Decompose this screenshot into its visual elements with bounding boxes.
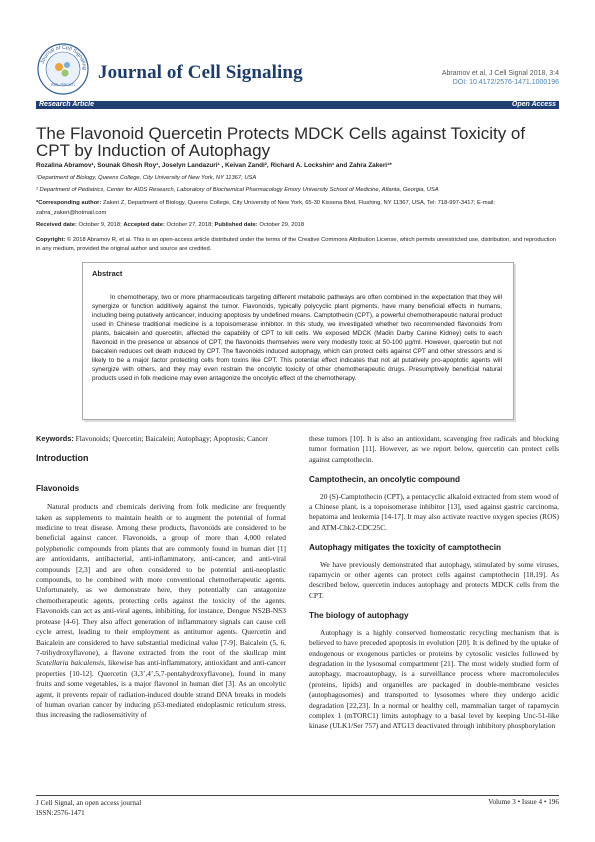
- footer-rule: [36, 795, 559, 796]
- copyright-label: Copyright:: [36, 237, 66, 243]
- abstract-box: [82, 262, 514, 420]
- journal-name: Journal of Cell Signaling: [98, 62, 303, 83]
- journal-logo: [36, 42, 90, 96]
- citation: Abramov et al, J Cell Signal 2018, 3:4: [441, 70, 559, 77]
- published-date: October 29, 2018: [257, 222, 305, 228]
- corresponding-author: [36, 199, 559, 218]
- authors: Rozalina Abramov¹, Sounak Ghosh Roy¹, Joselyn Landazuri¹ , Keivan Zandi², Richard A. Lockshin¹ and Zahra Zakeri¹*: [36, 162, 392, 169]
- access-badge: Open Access: [511, 100, 556, 108]
- continued-paragraph: these tumors [10]. It is also an antioxidant, scavenging free radicals and blocking tumor formation [11]. However, as we report below, quercetin can protect cells against camptothecin.: [309, 434, 559, 464]
- keywords-label: Keywords:: [36, 434, 74, 443]
- abstract-text: In chemotherapy, two or more pharmaceuticals targeting different metabolic pathways are often combined in the expectation that they will synergize or function additively against the tumor. Flavonoids, typically polycyclic plant pigments, have many beneficial effects in humans, including being putatively anticancer, inducing apoptosis by undefined means. Camptothecin (CPT), a powerful chemotherapeutic natural product used in Chinese traditional medicine is a topoisomerase inhibitor. In this study, we investigated whether two recommended flavonoids from plants, baicalein and quercetin, affected the capability of CPT to kill cells. We exposed MDCK (Madin Darby Canine Kidney) cells to each flavonoid in the presence or absence of CPT; the flavonoids themselves were very modestly toxic at 50-100 µg/ml. However, quercetin but not baicalein reduces cell death induced by CPT. The flavonoids induced autophagy, which can protect cells against CPT and other stressors and is likely to be a major factor protecting cells from toxins like CPT. This potential effect indicates that not all putatively pro-apoptotic agents will synergize with others, and they may even restrain the oncolytic toxicity of other chemotherapeutic drugs. Presumptively beneficial natural products used in folk medicine may even antagonize the oncolytic effect of the chemotherapy.: [92, 294, 502, 382]
- article-type-bar: [36, 101, 559, 109]
- footer-volume: Volume 3 • Issue 4 • 196: [488, 798, 559, 806]
- article-type: Research Article: [39, 100, 94, 108]
- autophagy-paragraph: We have previously demonstrated that autophagy, stimulated by some viruses, rapamycin or other agents can protect cells against camptothecin [18,19]. As described below, quercetin induces autophagy and protects MDCK cells from the CPT.: [309, 559, 559, 600]
- camptothecin-heading: Camptothecin, an oncolytic compound: [309, 475, 461, 485]
- affiliation-1: ¹Department of Biology, Queens College, City University of New York, NY 11367, USA: [36, 175, 257, 181]
- autophagy-heading: Autophagy mitigates the toxicity of camptothecin: [309, 543, 501, 553]
- flavonoids-text-cont: , likewise has anti-inflammatory, antioxidant and anti-cancer properties [10-12]. Quercetin (3,3’,4’,5,7-pentahydroxyflavone), found in many fruits and some vegetables, is a major flavonol in human diet [3]. As an oncolytic agent, it prevents repair of radiation-induced double strand DNA breaks in models of human ovarian cancer by inducing p53-mediated endoplasmic reticulum stress, thus increasing the radiosensitivity of: [36, 658, 286, 720]
- corresponding-text: Zakeri Z, Department of Biology, Queens College, City University of New York, 65-30 Kissena Blvd, Flushing, NY 11367, USA, Tel: 718-997-3417; E-mail: zahra_zakeri@hotmail.com: [36, 200, 496, 216]
- species-name: Scutellaria baicalensis: [36, 658, 104, 668]
- dates: [36, 222, 559, 228]
- abstract-heading: Abstract: [92, 269, 123, 278]
- logo-ring-text: Journal of Cell Signaling: [39, 44, 88, 70]
- accepted-label: Accepted date:: [123, 222, 165, 228]
- footer-journal: J Cell Signal, an open access journal: [36, 799, 142, 807]
- affiliation-2: ² Department of Pediatrics, Center for AIDS Research, Laboratory of Biochemical Pharmacology Emory University School of Medicine, Atlanta, Georgia, USA: [36, 187, 439, 193]
- biology-paragraph: Autophagy is a highly conserved homeostatic recycling mechanism that is believed to have preceded apoptosis in evolution [20]. It is defined by the uptake of endogenous or exogenous particles or proteins by cytosolic vesicles followed by degradation in the lysosomal compartment [21]. The most widely studied form of autophagy, macroautophagy, is a surveillance process where macromolecules (proteins, lipids) and organelles are packaged in double-membrane vesicles (autophagosomes) and transported to lysosomes where they undergo acidic degradation [22,23]. In a normal or healthy cell, mammalian target of rapamycin complex 1 (mTORC1) limits autophagy to a basal level by keeping Unc-51-like kinase (ULK1/Ser 757) and ATG13 deactivated through inhibitory phosphorylation: [309, 627, 559, 731]
- biology-heading: The biology of autophagy: [309, 611, 409, 621]
- flavonoids-text: Natural products and chemicals deriving from folk medicine are frequently taken as supplements to maintain health or to augment the potential of formal medicine to treat disease. Among these products, flavonoids are considered to be beneficial against cancer. Flavonoids, a group of more than 4,000 related polyphenolic compounds from plants that are commonly found in human diet [1] are antioxidants, antibacterial, anti-inflammatory, anti-cancer, and anti-viral compounds [2,3] and are often considered to be potential anti-neoplastic compounds, to be combined with more conventional chemotherapeutic agents. Unfortunately, as we demonstrate here, they potentially can antagonize chemotherapeutic agents, protecting cells against the toxicity of the agents. Flavonoids can act as anti-viral agents, inhibiting, for instance, Dengue NS2B-NS3 protease [4-6]. They also affect generation of inflammatory signals can cause cell cycle arrest, leading to their employment as antitumor agents. Quercetin and Baicalein are considered to have substantial medicinal value [7-9]. Baicalein (5, 6, 7-trihydroxyflavone), a flavone extracted from the root of the skullcap mint: [36, 502, 286, 657]
- footer-left: [36, 798, 141, 818]
- keywords: [36, 434, 286, 444]
- right-column: [309, 434, 559, 732]
- received-label: Received date:: [36, 222, 77, 228]
- left-column: [36, 434, 286, 721]
- copyright-text: © 2018 Abramov R, et al. This is an open-access article distributed under the terms of the Creative Commons Attribution License, which permits unrestricted use, distribution, and reproduction in any medium, provided the original author and source are credited.: [36, 237, 557, 252]
- citation-block: [442, 69, 559, 87]
- flavonoids-heading: Flavonoids: [36, 483, 80, 493]
- received-date: October 9, 2018;: [76, 222, 124, 228]
- published-label: Published date:: [214, 222, 258, 228]
- doi-link[interactable]: DOI: 10.4172/2576-1471.1000196: [452, 79, 559, 86]
- accepted-date: October 27, 2018;: [164, 222, 215, 228]
- keywords-text: Flavonoids; Quercetin; Baicalein; Autophagy; Apoptosis; Cancer: [73, 434, 268, 443]
- corresponding-label: *Corresponding author:: [36, 200, 102, 206]
- article-title: The Flavonoid Quercetin Protects MDCK Cells against Toxicity of CPT by Induction of Autophagy: [36, 124, 526, 160]
- logo-issn: ISSN: 2576-1471: [50, 83, 76, 87]
- copyright: [36, 236, 559, 253]
- introduction-heading: Introduction: [36, 453, 89, 464]
- footer-issn: ISSN:2576-1471: [36, 809, 85, 817]
- flavonoids-paragraph: [36, 502, 286, 721]
- camptothecin-paragraph: 20 (S)-Camptothecin (CPT), a pentacyclic alkaloid extracted from stem wood of a Chinese plant, is a topoisomerase inhibitor [13], used against gastric carcinoma, hepatoma and leukemia [14-17]. It may also activate reactive oxygen species (ROS) and ATM-Chk2-CDC25C.: [309, 491, 559, 532]
